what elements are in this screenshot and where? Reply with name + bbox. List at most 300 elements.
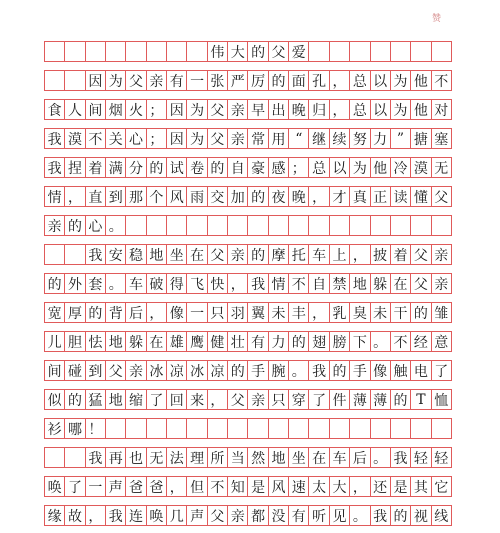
grid-cell: 情	[269, 274, 289, 293]
grid-cell: 力	[371, 129, 391, 148]
grid-cell: 我	[248, 274, 268, 293]
grid-cell: ；	[289, 158, 309, 177]
grid-cell: 晚	[289, 100, 309, 119]
grid-cell: 风	[269, 477, 289, 496]
grid-cell	[371, 419, 391, 438]
grid-cell: 也	[126, 448, 146, 467]
grid-cell: 心	[86, 216, 106, 235]
grid-cell: ，	[350, 245, 370, 264]
grid-cell: 亲	[248, 390, 268, 409]
grid-cell: 加	[228, 187, 248, 206]
grid-cell: 间	[86, 100, 106, 119]
grid-cell: 太	[309, 477, 329, 496]
grid-cell: 回	[167, 390, 187, 409]
grid-cell: 鹰	[187, 332, 207, 351]
grid-cell: 到	[106, 187, 126, 206]
text-row	[44, 476, 452, 497]
grid-cell: 。	[289, 361, 309, 380]
grid-cell	[248, 216, 268, 235]
grid-cell: ，	[309, 303, 329, 322]
grid-cell: ”	[391, 129, 411, 148]
grid-cell: 关	[106, 129, 126, 148]
grid-cell: 视	[411, 506, 431, 525]
grid-cell: 躲	[371, 274, 391, 293]
grid-cell	[65, 42, 85, 61]
grid-cell: 像	[167, 303, 187, 322]
grid-cell: 背	[106, 303, 126, 322]
grid-cell: 爸	[147, 477, 167, 496]
grid-cell	[432, 419, 452, 438]
grid-cell: 常	[248, 129, 268, 148]
grid-cell: ，	[147, 303, 167, 322]
grid-cell: 翼	[248, 303, 268, 322]
grid-cell	[65, 245, 85, 264]
grid-cell: 搪	[411, 129, 431, 148]
grid-cell: ，	[330, 100, 350, 119]
grid-cell: ，	[350, 477, 370, 496]
grid-cell: 父	[208, 506, 228, 525]
grid-cell: 面	[289, 71, 309, 90]
grid-cell: 禁	[330, 274, 350, 293]
grid-cell: 晚	[289, 187, 309, 206]
grid-cell: 未	[371, 303, 391, 322]
grid-cell: 卷	[187, 158, 207, 177]
grid-cell: ，	[65, 187, 85, 206]
grid-cell: 。	[350, 506, 370, 525]
grid-cell: 以	[371, 71, 391, 90]
grid-cell: 地	[269, 448, 289, 467]
grid-cell: ！	[86, 419, 106, 438]
grid-cell: 的	[228, 361, 248, 380]
grid-cell	[147, 216, 167, 235]
grid-cell: 飞	[187, 274, 207, 293]
grid-cell: 烟	[106, 100, 126, 119]
grid-cell: 轻	[432, 448, 452, 467]
grid-cell: 了	[65, 477, 85, 496]
grid-cell: 父	[106, 361, 126, 380]
grid-cell: 厚	[65, 303, 85, 322]
grid-cell: 为	[106, 71, 126, 90]
grid-cell: 爱	[289, 42, 309, 61]
grid-cell: 了	[147, 390, 167, 409]
grid-cell: 张	[208, 71, 228, 90]
grid-cell: 当	[228, 448, 248, 467]
grid-cell	[106, 419, 126, 438]
grid-cell: 经	[411, 332, 431, 351]
text-row	[44, 447, 452, 468]
grid-cell: 。	[371, 332, 391, 351]
grid-cell: 缩	[126, 390, 146, 409]
grid-cell: 不	[432, 71, 452, 90]
grid-cell: 的	[248, 245, 268, 264]
grid-cell: 努	[350, 129, 370, 148]
grid-cell: 坐	[167, 245, 187, 264]
grid-cell: 丰	[289, 303, 309, 322]
grid-cell: 是	[248, 477, 268, 496]
grid-cell: 为	[391, 100, 411, 119]
grid-cell: 的	[65, 216, 85, 235]
grid-cell: 一	[187, 303, 207, 322]
grid-cell: 个	[147, 187, 167, 206]
grid-cell: 自	[228, 158, 248, 177]
grid-cell: 有	[248, 332, 268, 351]
text-row	[44, 360, 452, 381]
grid-cell: 才	[330, 187, 350, 206]
grid-cell: 不	[289, 274, 309, 293]
grid-cell: 听	[309, 506, 329, 525]
grid-cell: 孔	[309, 71, 329, 90]
grid-cell	[391, 419, 411, 438]
grid-cell: 的	[289, 332, 309, 351]
text-row	[44, 302, 452, 323]
grid-cell: 满	[106, 158, 126, 177]
grid-cell: 躲	[126, 332, 146, 351]
grid-cell: 的	[208, 158, 228, 177]
page-mark: 赞	[432, 14, 442, 24]
grid-cell: 厉	[248, 71, 268, 90]
grid-cell: 故	[65, 506, 85, 525]
grid-cell: 外	[65, 274, 85, 293]
grid-cell: 件	[330, 390, 350, 409]
grid-cell	[187, 216, 207, 235]
grid-cell: 触	[391, 361, 411, 380]
grid-cell: 的	[248, 42, 268, 61]
grid-cell: ，	[228, 274, 248, 293]
grid-cell: 他	[411, 71, 431, 90]
grid-cell: 那	[126, 187, 146, 206]
grid-cell: 了	[309, 390, 329, 409]
grid-cell: 不	[86, 129, 106, 148]
grid-cell: 不	[391, 332, 411, 351]
grid-cell: 着	[86, 158, 106, 177]
grid-cell: 怯	[86, 332, 106, 351]
grid-cell: ；	[147, 100, 167, 119]
grid-cell: 父	[432, 187, 452, 206]
text-row	[44, 128, 452, 149]
grid-cell: 地	[147, 245, 167, 264]
grid-cell	[289, 216, 309, 235]
grid-cell	[167, 216, 187, 235]
grid-cell: 人	[65, 100, 85, 119]
grid-cell: 归	[309, 100, 329, 119]
text-row	[44, 418, 452, 439]
grid-cell: 以	[330, 158, 350, 177]
grid-cell: 在	[391, 274, 411, 293]
grid-cell: 因	[167, 129, 187, 148]
grid-cell	[45, 448, 65, 467]
grid-cell	[167, 42, 187, 61]
grid-cell	[411, 419, 431, 438]
text-row	[44, 244, 452, 265]
grid-cell: 父	[208, 245, 228, 264]
grid-cell: 父	[269, 42, 289, 61]
grid-cell	[411, 216, 431, 235]
grid-cell: 正	[371, 187, 391, 206]
grid-cell: 的	[330, 361, 350, 380]
grid-cell: 间	[45, 361, 65, 380]
grid-cell: 来	[187, 390, 207, 409]
grid-cell	[371, 216, 391, 235]
title-row	[44, 41, 452, 62]
grid-cell: 地	[350, 274, 370, 293]
grid-cell	[228, 216, 248, 235]
grid-cell: 食	[45, 100, 65, 119]
grid-cell: 续	[330, 129, 350, 148]
grid-cell: 破	[147, 274, 167, 293]
grid-cell	[371, 42, 391, 61]
grid-cell: 衫	[45, 419, 65, 438]
grid-cell: 为	[391, 71, 411, 90]
grid-cell: 用	[269, 129, 289, 148]
grid-cell: “	[289, 129, 309, 148]
grid-cell: 托	[289, 245, 309, 264]
grid-cell	[208, 216, 228, 235]
grid-cell: 还	[371, 477, 391, 496]
grid-cell: 力	[269, 332, 289, 351]
grid-cell: 父	[126, 71, 146, 90]
grid-cell: 快	[208, 274, 228, 293]
grid-cell: 亲	[432, 274, 452, 293]
grid-cell: 着	[391, 245, 411, 264]
grid-cell: 总	[350, 100, 370, 119]
grid-cell: 儿	[45, 332, 65, 351]
grid-cell: 都	[248, 506, 268, 525]
grid-cell	[248, 419, 268, 438]
grid-cell: 我	[45, 158, 65, 177]
grid-cell: 总	[350, 71, 370, 90]
grid-cell: 无	[432, 158, 452, 177]
grid-cell: ，	[167, 477, 187, 496]
grid-cell: 其	[411, 477, 431, 496]
grid-cell	[289, 419, 309, 438]
grid-cell: 亲	[228, 100, 248, 119]
grid-cell: ，	[330, 71, 350, 90]
grid-cell	[187, 42, 207, 61]
grid-cell: 继	[309, 129, 329, 148]
grid-cell	[350, 42, 370, 61]
grid-cell: 它	[432, 477, 452, 496]
text-row	[44, 186, 452, 207]
grid-cell: 漠	[65, 129, 85, 148]
grid-cell: 对	[432, 100, 452, 119]
grid-cell: 车	[126, 274, 146, 293]
text-row	[44, 331, 452, 352]
grid-cell: 翅	[309, 332, 329, 351]
grid-cell: 稳	[126, 245, 146, 264]
grid-cell: 出	[269, 100, 289, 119]
grid-cell: 直	[86, 187, 106, 206]
grid-cell: 在	[187, 245, 207, 264]
grid-cell: 读	[391, 187, 411, 206]
grid-cell: 为	[187, 129, 207, 148]
grid-cell: 到	[86, 361, 106, 380]
grid-cell: 一	[86, 477, 106, 496]
grid-cell	[45, 245, 65, 264]
grid-cell: 薄	[350, 390, 370, 409]
grid-cell: 以	[371, 100, 391, 119]
grid-cell: 亲	[228, 129, 248, 148]
grid-cell: 冰	[147, 361, 167, 380]
grid-cell: 不	[208, 477, 228, 496]
grid-cell: 漠	[411, 158, 431, 177]
grid-cell: 亲	[228, 245, 248, 264]
grid-cell: 后	[350, 448, 370, 467]
grid-cell: 爸	[126, 477, 146, 496]
grid-cell: 冰	[187, 361, 207, 380]
grid-cell: 壮	[228, 332, 248, 351]
grid-cell: 后	[126, 303, 146, 322]
grid-cell: 的	[269, 71, 289, 90]
grid-cell: 火	[126, 100, 146, 119]
grid-cell: 。	[106, 274, 126, 293]
grid-cell: 大	[228, 42, 248, 61]
grid-cell: 猛	[86, 390, 106, 409]
grid-cell: 塞	[432, 129, 452, 148]
grid-cell	[147, 42, 167, 61]
grid-cell: 上	[330, 245, 350, 264]
text-row	[44, 157, 452, 178]
grid-cell	[391, 216, 411, 235]
grid-cell: 早	[248, 100, 268, 119]
grid-cell: 。	[371, 448, 391, 467]
grid-cell: 自	[309, 274, 329, 293]
grid-cell: 手	[248, 361, 268, 380]
grid-cell: 一	[187, 71, 207, 90]
grid-cell: 声	[187, 506, 207, 525]
grid-cell: 健	[208, 332, 228, 351]
grid-cell: 安	[106, 245, 126, 264]
grid-cell: 臭	[350, 303, 370, 322]
grid-cell	[350, 419, 370, 438]
grid-cell: 似	[45, 390, 65, 409]
grid-cell: 知	[228, 477, 248, 496]
grid-cell: 为	[187, 100, 207, 119]
grid-cell: 手	[350, 361, 370, 380]
grid-cell	[411, 42, 431, 61]
grid-cell: 未	[269, 303, 289, 322]
grid-cell: 缘	[45, 506, 65, 525]
grid-cell: T	[411, 390, 431, 409]
grid-cell: 腕	[269, 361, 289, 380]
grid-cell	[269, 419, 289, 438]
grid-cell: 轻	[411, 448, 431, 467]
grid-cell: 雨	[187, 187, 207, 206]
grid-cell: 心	[126, 129, 146, 148]
grid-cell: 膀	[330, 332, 350, 351]
grid-cell: 胆	[65, 332, 85, 351]
grid-cell: ，	[86, 506, 106, 525]
grid-cell: 夜	[269, 187, 289, 206]
text-row	[44, 70, 452, 91]
grid-cell: 大	[330, 477, 350, 496]
grid-cell: 是	[391, 477, 411, 496]
grid-cell: 车	[330, 448, 350, 467]
grid-cell: 意	[432, 332, 452, 351]
grid-cell: 亲	[126, 361, 146, 380]
grid-cell: 只	[208, 303, 228, 322]
grid-cell: 父	[208, 100, 228, 119]
grid-cell	[228, 419, 248, 438]
grid-cell: 感	[269, 158, 289, 177]
grid-cell: 只	[269, 390, 289, 409]
grid-cell: 披	[371, 245, 391, 264]
grid-cell	[65, 448, 85, 467]
grid-cell: 理	[187, 448, 207, 467]
grid-cell: 风	[167, 187, 187, 206]
grid-cell: 摩	[269, 245, 289, 264]
grid-cell: 电	[411, 361, 431, 380]
grid-cell: 哪	[65, 419, 85, 438]
grid-cell: 在	[147, 332, 167, 351]
grid-cell: 亲	[45, 216, 65, 235]
grid-cell: 宽	[45, 303, 65, 322]
grid-cell	[106, 42, 126, 61]
grid-cell: 穿	[289, 390, 309, 409]
grid-cell: 雄	[167, 332, 187, 351]
grid-cell: 几	[167, 506, 187, 525]
grid-cell: 伟	[208, 42, 228, 61]
grid-cell: 下	[350, 332, 370, 351]
grid-cell: 父	[228, 390, 248, 409]
grid-cell	[350, 216, 370, 235]
text-row	[44, 505, 452, 526]
grid-cell: 像	[371, 361, 391, 380]
grid-cell: 情	[45, 187, 65, 206]
grid-cell: ，	[208, 390, 228, 409]
grid-cell: 然	[248, 448, 268, 467]
grid-cell: 为	[350, 158, 370, 177]
grid-cell	[391, 42, 411, 61]
grid-cell: 有	[167, 71, 187, 90]
grid-cell	[432, 42, 452, 61]
grid-cell: 亲	[147, 71, 167, 90]
grid-cell	[309, 216, 329, 235]
grid-cell: 碰	[65, 361, 85, 380]
text-row	[44, 99, 452, 120]
grid-cell: 我	[309, 361, 329, 380]
grid-cell: 恤	[432, 390, 452, 409]
grid-cell: 我	[391, 448, 411, 467]
grid-cell	[309, 42, 329, 61]
grid-cell: 地	[106, 390, 126, 409]
grid-cell: 羽	[228, 303, 248, 322]
grid-cell: 坐	[289, 448, 309, 467]
grid-cell	[432, 216, 452, 235]
grid-cell: 乳	[330, 303, 350, 322]
grid-cell: 地	[106, 332, 126, 351]
grid-cell: 亲	[228, 506, 248, 525]
grid-cell: 他	[411, 100, 431, 119]
grid-cell: 唤	[45, 477, 65, 496]
grid-cell: 豪	[248, 158, 268, 177]
text-row	[44, 215, 452, 236]
grid-cell: 法	[167, 448, 187, 467]
grid-cell: 速	[289, 477, 309, 496]
grid-cell: 试	[167, 158, 187, 177]
grid-cell: 的	[391, 390, 411, 409]
grid-cell: 我	[45, 129, 65, 148]
grid-cell: 的	[65, 390, 85, 409]
grid-cell: 线	[432, 506, 452, 525]
grid-cell: 套	[86, 274, 106, 293]
grid-cell: 但	[187, 477, 207, 496]
grid-cell: 因	[86, 71, 106, 90]
grid-cell: 有	[289, 506, 309, 525]
grid-cell	[126, 419, 146, 438]
grid-cell: 懂	[411, 187, 431, 206]
manuscript-grid	[44, 41, 452, 533]
grid-cell: 的	[147, 158, 167, 177]
